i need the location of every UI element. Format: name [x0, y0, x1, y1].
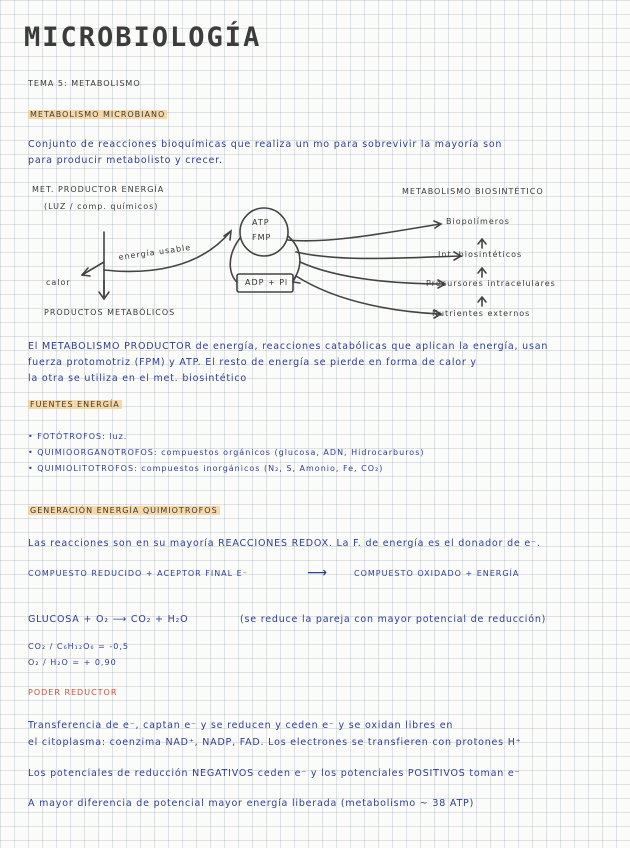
paragraph-line: El METABOLISMO PRODUCTOR de energía, reacciones catabólicas que aplican la energía, usan: [28, 341, 549, 352]
diagram-right-title: METABOLISMO BIOSINTÉTICO: [402, 187, 544, 196]
paragraph-line: Conjunto de reacciones bioquímicas que realiza un mo para sobrevivir la mayoría son: [28, 139, 503, 150]
list-item: • QUIMIOLITOTROFOS: compuestos inorgánicos (N₂, S, Amonio, Fe, CO₂): [28, 464, 384, 473]
adp-label: ADP + Pi: [245, 278, 289, 287]
potential-line: CO₂ / C₆H₁₂O₆ = -0,5: [28, 642, 129, 651]
arrow-to-biopolimeros: [288, 224, 440, 241]
precursores-label: Precursores intracelulares: [426, 279, 556, 288]
arrow-to-nutrientes: [296, 276, 440, 314]
page-title: MICROBIOLOGÍA: [24, 22, 262, 53]
arrow-to-int-biosinteticos: [296, 252, 460, 259]
paragraph-line: Transferencia de e⁻, captan e⁻ y se reducen y ceden e⁻ y se oxidan libres en: [28, 720, 454, 731]
fmp-label: FMP: [252, 233, 272, 242]
paragraph-line: para producir metabolisto y crecer.: [28, 155, 223, 166]
biopolimeros-label: Biopolímeros: [446, 217, 510, 226]
glucose-note: (se reduce la pareja con mayor potencial de reducción): [240, 614, 547, 625]
redox-equation-left: COMPUESTO REDUCIDO + ACEPTOR FINAL E⁻: [28, 569, 248, 578]
redox-equation-arrow: ⟶: [307, 565, 328, 581]
products-arrow: [99, 280, 109, 299]
diagram-left-subtitle: (LUZ / comp. químicos): [44, 202, 159, 211]
list-item-text: FOTÓTROFOS: luz.: [37, 432, 128, 441]
tema-label: TEMA 5: METABOLISMO: [28, 79, 141, 88]
list-item-text: QUIMIOLITOTROFOS: compuestos inorgánicos (N₂, S, Amonio, Fe, CO₂): [37, 464, 384, 473]
section-heading-fuentes-energia: FUENTES ENERGÍA: [30, 400, 120, 409]
paragraph-line: A mayor diferencia de potencial mayor energía liberada (metabolismo ~ 38 ATP): [28, 798, 475, 809]
section-heading-generacion-energia: GENERACIÓN ENERGÍA QUIMIOTROFOS: [30, 506, 218, 515]
paragraph-line: la otra se utiliza en el met. biosintético: [28, 373, 247, 384]
paragraph-line: Los potenciales de reducción NEGATIVOS ceden e⁻ y los potenciales POSITIVOS toman e⁻: [28, 768, 521, 779]
diagram-left-title: MET. PRODUCTOR ENERGÍA: [32, 185, 165, 194]
energy-label: energía usable: [118, 242, 192, 262]
potential-line: O₂ / H₂O = + 0,90: [28, 658, 117, 667]
paragraph-line: fuerza protomotriz (FPM) y ATP. El resto de energía se pierde en forma de calor y: [28, 357, 477, 368]
list-item: • FOTÓTROFOS: luz.: [28, 432, 128, 441]
glucose-equation: GLUCOSA + O₂ ⟶ CO₂ + H₂O: [28, 614, 189, 625]
heat-label: calor: [46, 278, 71, 287]
atp-fmp-circle: [240, 208, 288, 256]
list-item: • QUIMIOORGANOTROFOS: compuestos orgánicos (glucosa, ADN, Hidrocarburos): [28, 448, 425, 457]
list-item-text: QUIMIOORGANOTROFOS: compuestos orgánicos (glucosa, ADN, Hidrocarburos): [37, 448, 425, 457]
section-heading-poder-reductor: PODER REDUCTOR: [28, 688, 118, 697]
products-label: PRODUCTOS METABÓLICOS: [44, 308, 176, 317]
heat-arrow: [82, 262, 104, 275]
arrow-to-precursores: [300, 262, 444, 284]
atp-label: ATP: [252, 218, 270, 227]
int-biosinteticos-label: Int. biosintéticos: [438, 250, 523, 259]
redox-equation-right: COMPUESTO OXIDADO + ENERGÍA: [354, 569, 520, 578]
paragraph-line: Las reacciones son en su mayoría REACCIONES REDOX. La F. de energía es el donador de e⁻.: [28, 538, 541, 549]
paragraph-line: el citoplasma: coenzima NAD⁺, NADP, FAD. Los electrones se transfieren con protones H⁺: [28, 737, 522, 748]
section-heading-metabolismo-microbiano: METABOLISMO MICROBIANO: [30, 110, 166, 119]
nutrientes-label: Nutrientes externos: [432, 309, 531, 318]
